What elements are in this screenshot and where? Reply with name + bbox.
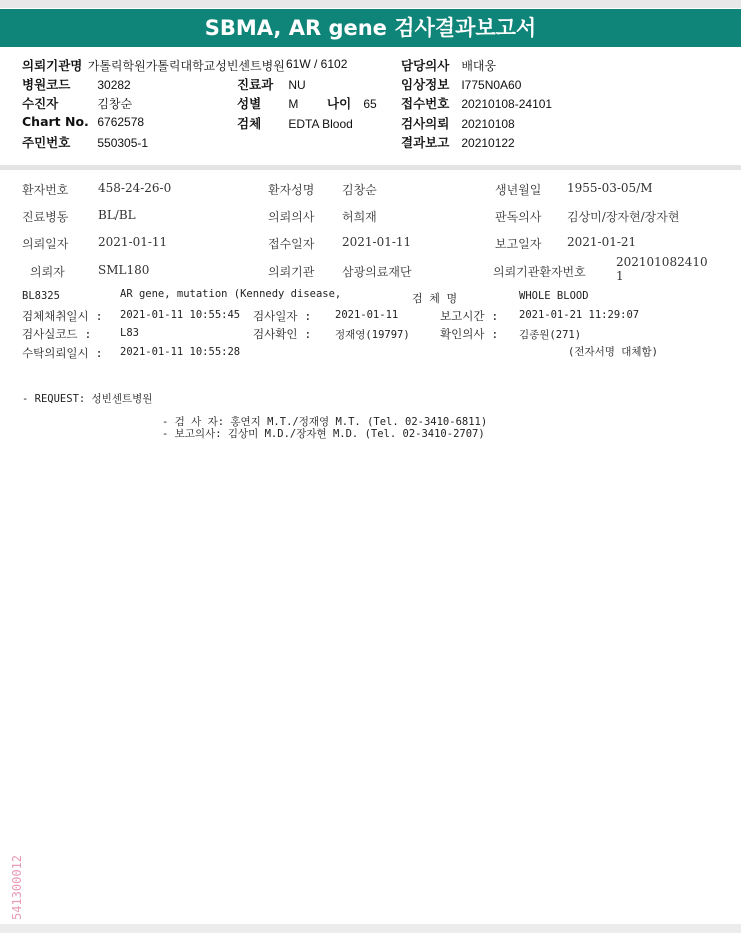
- reading-doctor-label: 판독의사: [495, 210, 542, 224]
- confirm-doctor-label: 확인의사 :: [440, 327, 499, 341]
- dept-value: NU: [288, 78, 306, 92]
- requester-label: 의뢰자: [30, 265, 65, 279]
- top-border: [0, 0, 741, 8]
- patient-value: 김창순: [97, 97, 133, 111]
- section-divider: [0, 165, 741, 170]
- test-code: BL8325: [22, 290, 60, 302]
- request-line: - REQUEST: 성빈센트병원: [22, 393, 153, 405]
- institution-info-value: 삼광의료재단: [342, 265, 412, 279]
- patient-name-label: 환자성명: [268, 183, 315, 197]
- institution-label: 의뢰기관명: [22, 58, 83, 73]
- rrn-value: 550305-1: [97, 136, 149, 150]
- request-date-label: 검사의뢰: [401, 116, 450, 131]
- report-time-value: 2021-01-21 11:29:07: [519, 309, 640, 321]
- receive-date-value: 2021-01-11: [342, 235, 412, 249]
- institution-info-label: 의뢰기관: [268, 265, 315, 279]
- doctor-label: 담당의사: [401, 58, 450, 73]
- reporter-line: - 보고의사: 김상미 M.D./장자현 M.D. (Tel. 02-3410-2707): [162, 428, 485, 440]
- test-date-value: 2021-01-11: [335, 309, 399, 321]
- patient-no-value: 458-24-26-0: [98, 181, 172, 195]
- confirm-doctor-value: 김종원(271): [519, 329, 582, 341]
- lab-code-value: L83: [120, 327, 139, 339]
- header-row-age: [327, 94, 377, 112]
- chart-no-value: 6762578: [97, 115, 145, 129]
- inst-patient-no-value-2: 1: [616, 269, 624, 283]
- header-row-hospcode: [22, 75, 131, 93]
- collect-time-label: 검체채취일시 :: [22, 309, 103, 323]
- institution-value: 가톨릭학원가톨릭대학교성빈센트병원: [87, 59, 285, 73]
- accession-value: 20210108-24101: [461, 97, 553, 111]
- clinical-label: 임상정보: [401, 77, 450, 92]
- inst-patient-no-label: 의뢰기관환자번호: [493, 265, 586, 279]
- ordering-doctor-value: 허희재: [342, 210, 377, 224]
- sex-label: 성별: [237, 96, 262, 111]
- birthdate-value: 1955-03-05/M: [567, 181, 653, 195]
- specimen-name-value: WHOLE BLOOD: [519, 290, 589, 302]
- birthdate-label: 생년월일: [495, 183, 542, 197]
- result-date-value: 20210122: [461, 136, 515, 150]
- bottom-border: [0, 924, 741, 933]
- ordering-doctor-label: 의뢰의사: [268, 210, 315, 224]
- specimen-name-label: 검 체 명: [412, 292, 458, 305]
- header-row-accession: [401, 94, 552, 112]
- header-row-rrn: [22, 133, 148, 151]
- accession-label: 접수번호: [401, 96, 450, 111]
- doctor-value: 배대웅: [461, 59, 497, 73]
- ward-info-value: BL/BL: [98, 208, 136, 222]
- reading-doctor-value: 김상미/장자현/장자현: [567, 210, 680, 224]
- consign-time-value: 2021-01-11 10:55:28: [120, 346, 241, 358]
- result-date-label: 결과보고: [401, 135, 450, 150]
- header-row-request-date: [401, 114, 515, 132]
- report-title: SBMA, AR gene 검사결과보고서: [0, 9, 741, 47]
- dept-label: 진료과: [237, 77, 274, 92]
- specimen-value: EDTA Blood: [288, 117, 353, 131]
- header-row-result-date: [401, 133, 515, 151]
- patient-no-label: 환자번호: [22, 183, 69, 197]
- order-date-value: 2021-01-11: [98, 235, 168, 249]
- patient-label: 수진자: [22, 96, 59, 111]
- header-row-doctor: [401, 56, 496, 74]
- patient-name-value: 김창순: [342, 183, 377, 197]
- ward-label: 진료병동: [22, 210, 69, 224]
- age-label: 나이: [327, 96, 352, 111]
- specimen-label: 검체: [237, 116, 262, 131]
- side-stamp: [10, 826, 24, 921]
- receive-date-label: 접수일자: [268, 237, 315, 251]
- consign-time-label: 수탁의뢰일시 :: [22, 346, 103, 360]
- clinical-value: I775N0A60: [461, 78, 522, 92]
- header-row-dept: [237, 75, 306, 93]
- collect-time-value: 2021-01-11 10:55:45: [120, 309, 241, 321]
- test-name: AR gene, mutation (Kennedy disease,: [120, 288, 342, 300]
- header-row-specimen: [237, 114, 353, 132]
- sex-value: M: [288, 97, 299, 111]
- report-time-label: 보고시간 :: [440, 309, 499, 323]
- header-row-chart: [22, 114, 144, 129]
- request-date-value: 20210108: [461, 117, 515, 131]
- test-confirm-label: 검사확인 :: [253, 327, 312, 341]
- chart-no-label: Chart No.: [22, 114, 89, 129]
- lab-code-label: 검사실코드 :: [22, 327, 92, 341]
- tester-line: - 검 사 자: 홍연지 M.T./정재영 M.T. (Tel. 02-3410-6811): [162, 416, 488, 428]
- side-stamp-text: 541300012: [10, 854, 24, 920]
- age-value: 65: [363, 97, 377, 111]
- esign-note: (전자서명 대체함): [568, 346, 658, 358]
- header-row-sex: [237, 94, 298, 112]
- header-row-institution: [22, 56, 285, 74]
- header-row-clinical: [401, 75, 521, 93]
- hospcode-value: 30282: [97, 78, 131, 92]
- hospcode-label: 병원코드: [22, 77, 71, 92]
- report-date-label: 보고일자: [495, 237, 542, 251]
- inst-patient-no-value-1: 202101082410: [616, 255, 708, 269]
- ward-value: 61W / 6102: [286, 57, 348, 71]
- requester-value: SML180: [98, 263, 150, 277]
- test-date-label: 검사일자 :: [253, 309, 312, 323]
- test-confirm-value: 정재영(19797): [335, 329, 410, 341]
- rrn-label: 주민번호: [22, 135, 71, 150]
- order-date-label: 의뢰일자: [22, 237, 69, 251]
- report-date-value: 2021-01-21: [567, 235, 637, 249]
- header-row-patient: [22, 94, 132, 112]
